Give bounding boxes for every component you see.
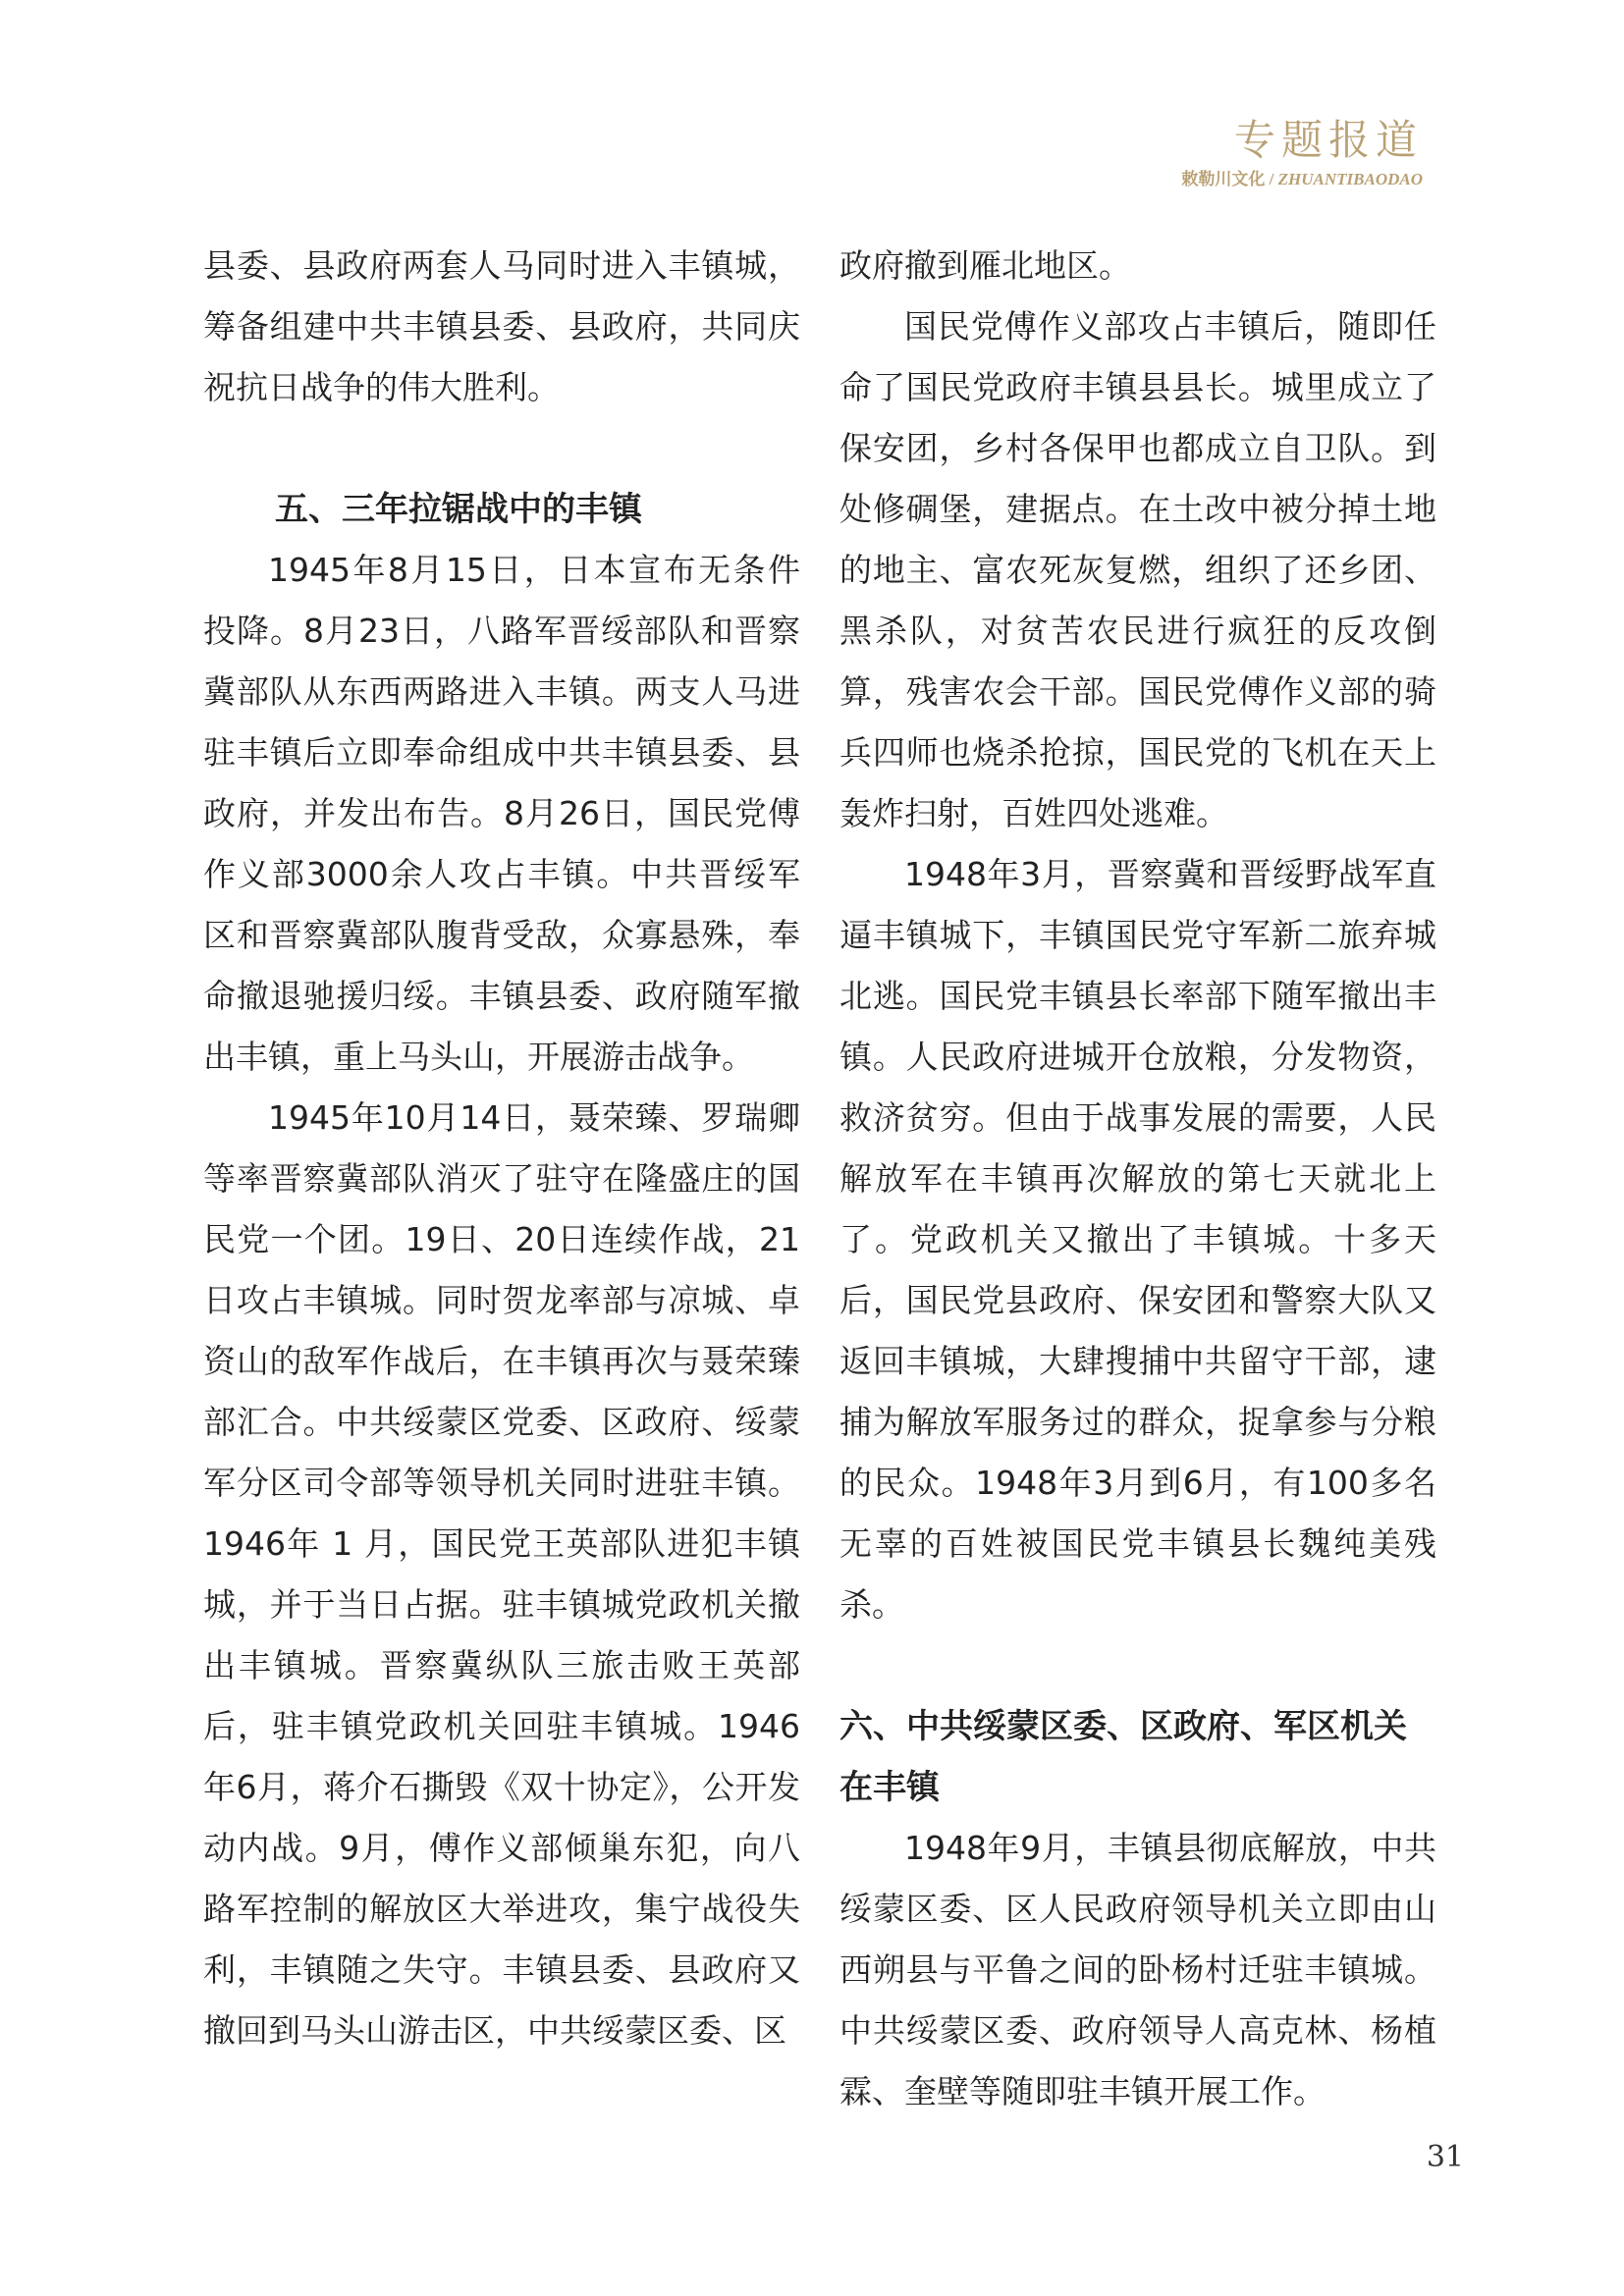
paragraph: 政府撤到雁北地区。 <box>839 246 1131 285</box>
section-title: 专题报道 <box>1233 116 1423 164</box>
section-heading: 五、三年拉锯战中的丰镇 <box>275 490 642 529</box>
section-subtitle <box>1181 165 1423 189</box>
left-column <box>203 236 800 2061</box>
magazine-name: 敕勒川文化 <box>1181 170 1266 188</box>
page-number: 31 <box>1426 2140 1464 2174</box>
section-title-pinyin: ZHUANTIBAODAO <box>1277 170 1423 188</box>
subtitle-separator: / <box>1269 170 1274 188</box>
paragraph: 1945年8月15日，日本宣布无条件投降。8月23日，八路军晋绥部队和晋察冀部队从东西两路进入丰镇。两支人马进驻丰镇后立即奉命组成中共丰镇县委、县政府，并发出布告。8月26日，国民党傅作义部3000余人攻占丰镇。中共晋绥军区和晋察冀部队腹背受敌，众寡悬殊，奉命撤退驰援归绥。丰镇县委、政府随军撤出丰镇，重上马头山，开展游击战争。 <box>203 551 800 1076</box>
section-heading: 六、中共绥蒙区委、区政府、军区机关在丰镇 <box>839 1707 1407 1807</box>
paragraph: 1948年9月，丰镇县彻底解放，中共绥蒙区委、区人民政府领导机关立即由山西朔县与平鲁之间的卧杨村迁驻丰镇城。中共绥蒙区委、政府领导人高克林、杨植霖、奎壁等随即驻丰镇开展工作。 <box>839 1829 1436 2110</box>
paragraph: 县委、县政府两套人马同时进入丰镇城，筹备组建中共丰镇县委、县政府，共同庆祝抗日战争的伟大胜利。 <box>203 246 800 406</box>
paragraph: 1945年10月14日，聂荣臻、罗瑞卿等率晋察冀部队消灭了驻守在隆盛庄的国民党一个团。19日、20日连续作战，21日攻占丰镇城。同时贺龙率部与凉城、卓资山的敌军作战后，在丰镇再次与聂荣臻部汇合。中共绥蒙区党委、区政府、绥蒙军分区司令部等领导机关同时进驻丰镇。1946年 1 月，国民党王英部队进犯丰镇城，并于当日占据。驻丰镇城党政机关撤出丰镇城。晋察冀纵队三旅击败王英部后，驻丰镇党政机关回驻丰镇城。1946年6月，蒋介石撕毁《双十协定》，公开发动内战。9月，傅作义部倾巢东犯，向八路军控制的解放区大举进攻，集宁战役失利，丰镇随之失守。丰镇县委、县政府又撤回到马头山游击区，中共绥蒙区委、区 <box>203 1098 800 2050</box>
paragraph: 国民党傅作义部攻占丰镇后，随即任命了国民党政府丰镇县县长。城里成立了保安团，乡村各保甲也都成立自卫队。到处修碉堡，建据点。在土改中被分掉土地的地主、富农死灰复燃，组织了还乡团、黑杀队，对贫苦农民进行疯狂的反攻倒算，残害农会干部。国民党傅作义部的骑兵四师也烧杀抢掠，国民党的飞机在天上轰炸扫射，百姓四处逃难。 <box>839 307 1436 832</box>
right-column <box>839 236 1436 2122</box>
paragraph: 1948年3月，晋察冀和晋绥野战军直逼丰镇城下，丰镇国民党守军新二旅弃城北逃。国民党丰镇县长率部下随军撤出丰镇。人民政府进城开仓放粮，分发物资，救济贫穷。但由于战事发展的需要，人民解放军在丰镇再次解放的第七天就北上了。党政机关又撤出了丰镇城。十多天后，国民党县政府、保安团和警察大队又返回丰镇城，大肆搜捕中共留守干部，逮捕为解放军服务过的群众，捉拿参与分粮的民众。1948年3月到6月，有100多名无辜的百姓被国民党丰镇县长魏纯美残杀。 <box>839 855 1436 1624</box>
